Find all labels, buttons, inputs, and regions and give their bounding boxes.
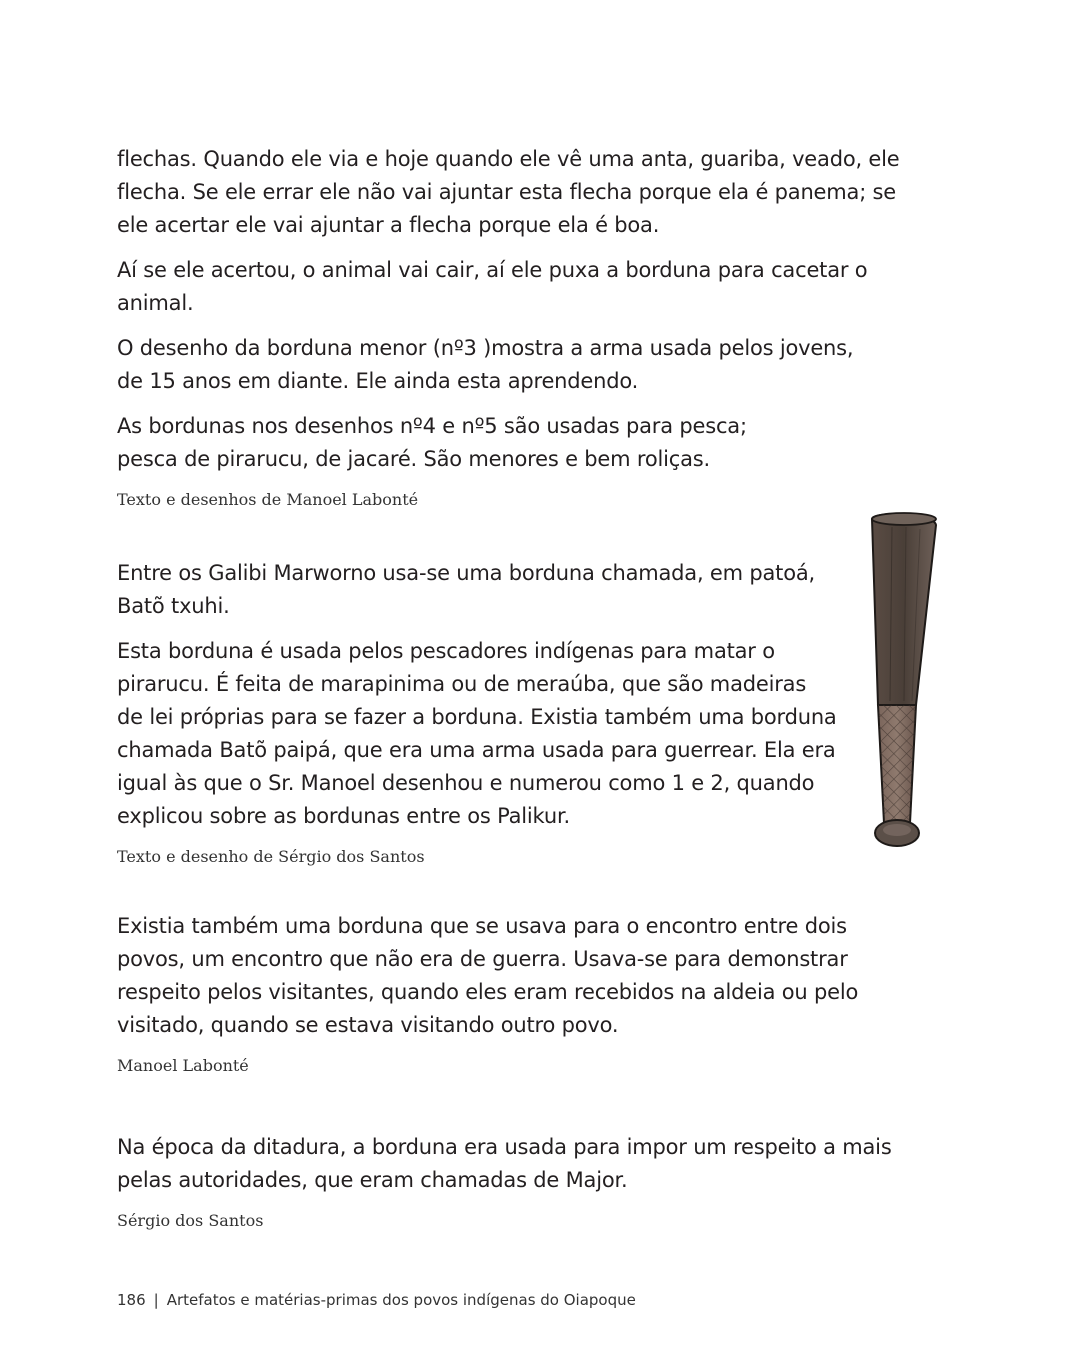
footer-separator: | bbox=[153, 1291, 159, 1309]
text-line: Aí se ele acertou, o animal vai cair, aí ele puxa a borduna para cacetar o bbox=[117, 258, 868, 282]
text-line: flecha. Se ele errar ele não vai ajuntar esta flecha porque ela é panema; se bbox=[117, 180, 897, 204]
book-title: Artefatos e matérias-primas dos povos indígenas do Oiapoque bbox=[166, 1291, 636, 1309]
war-club-drawing-icon bbox=[862, 505, 948, 855]
author-credit: Texto e desenho de Sérgio dos Santos bbox=[117, 847, 425, 866]
author-credit: Texto e desenhos de Manoel Labonté bbox=[117, 490, 419, 509]
text-line: As bordunas nos desenhos nº4 e nº5 são usadas para pesca; bbox=[117, 414, 747, 438]
paragraph bbox=[117, 1131, 892, 1197]
text-line: pesca de pirarucu, de jacaré. São menores e bem roliças. bbox=[117, 447, 710, 471]
author-credit: Manoel Labonté bbox=[117, 1056, 249, 1075]
text-line: Na época da ditadura, a borduna era usada para impor um respeito a mais bbox=[117, 1135, 892, 1159]
text-line: Esta borduna é usada pelos pescadores indígenas para matar o bbox=[117, 639, 775, 663]
section-palikur-text bbox=[117, 143, 900, 510]
page-number: 186 bbox=[117, 1291, 146, 1309]
paragraph bbox=[117, 635, 837, 833]
text-line: pirarucu. É feita de marapinima ou de meraúba, que são madeiras bbox=[117, 672, 807, 696]
text-line: flechas. Quando ele via e hoje quando ele vê uma anta, guariba, veado, ele bbox=[117, 147, 900, 171]
text-line: respeito pelos visitantes, quando eles eram recebidos na aldeia ou pelo bbox=[117, 980, 859, 1004]
paragraph bbox=[117, 143, 900, 242]
author-credit: Sérgio dos Santos bbox=[117, 1211, 264, 1230]
section-galibi-text bbox=[117, 557, 837, 867]
text-line: Entre os Galibi Marworno usa-se uma borduna chamada, em patoá, bbox=[117, 561, 815, 585]
paragraph bbox=[117, 910, 858, 1042]
text-line: visitado, quando se estava visitando outro povo. bbox=[117, 1013, 619, 1037]
paragraph bbox=[117, 254, 900, 320]
text-line: Batõ txuhi. bbox=[117, 594, 230, 618]
text-line: igual às que o Sr. Manoel desenhou e numerou como 1 e 2, quando bbox=[117, 771, 815, 795]
section-dictatorship-text bbox=[117, 1131, 892, 1231]
text-line: Existia também uma borduna que se usava para o encontro entre dois bbox=[117, 914, 847, 938]
text-line: de 15 anos em diante. Ele ainda esta aprendendo. bbox=[117, 369, 639, 393]
paragraph bbox=[117, 332, 900, 398]
text-line: explicou sobre as bordunas entre os Palikur. bbox=[117, 804, 570, 828]
text-line: de lei próprias para se fazer a borduna. Existia também uma borduna bbox=[117, 705, 837, 729]
text-line: povos, um encontro que não era de guerra. Usava-se para demonstrar bbox=[117, 947, 848, 971]
page-footer bbox=[117, 1290, 636, 1310]
section-meeting-text bbox=[117, 910, 858, 1076]
text-line: ele acertar ele vai ajuntar a flecha porque ela é boa. bbox=[117, 213, 660, 237]
text-line: O desenho da borduna menor (nº3 )mostra a arma usada pelos jovens, bbox=[117, 336, 854, 360]
paragraph bbox=[117, 410, 900, 476]
text-line: pelas autoridades, que eram chamadas de Major. bbox=[117, 1168, 628, 1192]
text-line: animal. bbox=[117, 291, 194, 315]
text-line: chamada Batõ paipá, que era uma arma usada para guerrear. Ela era bbox=[117, 738, 836, 762]
paragraph bbox=[117, 557, 837, 623]
